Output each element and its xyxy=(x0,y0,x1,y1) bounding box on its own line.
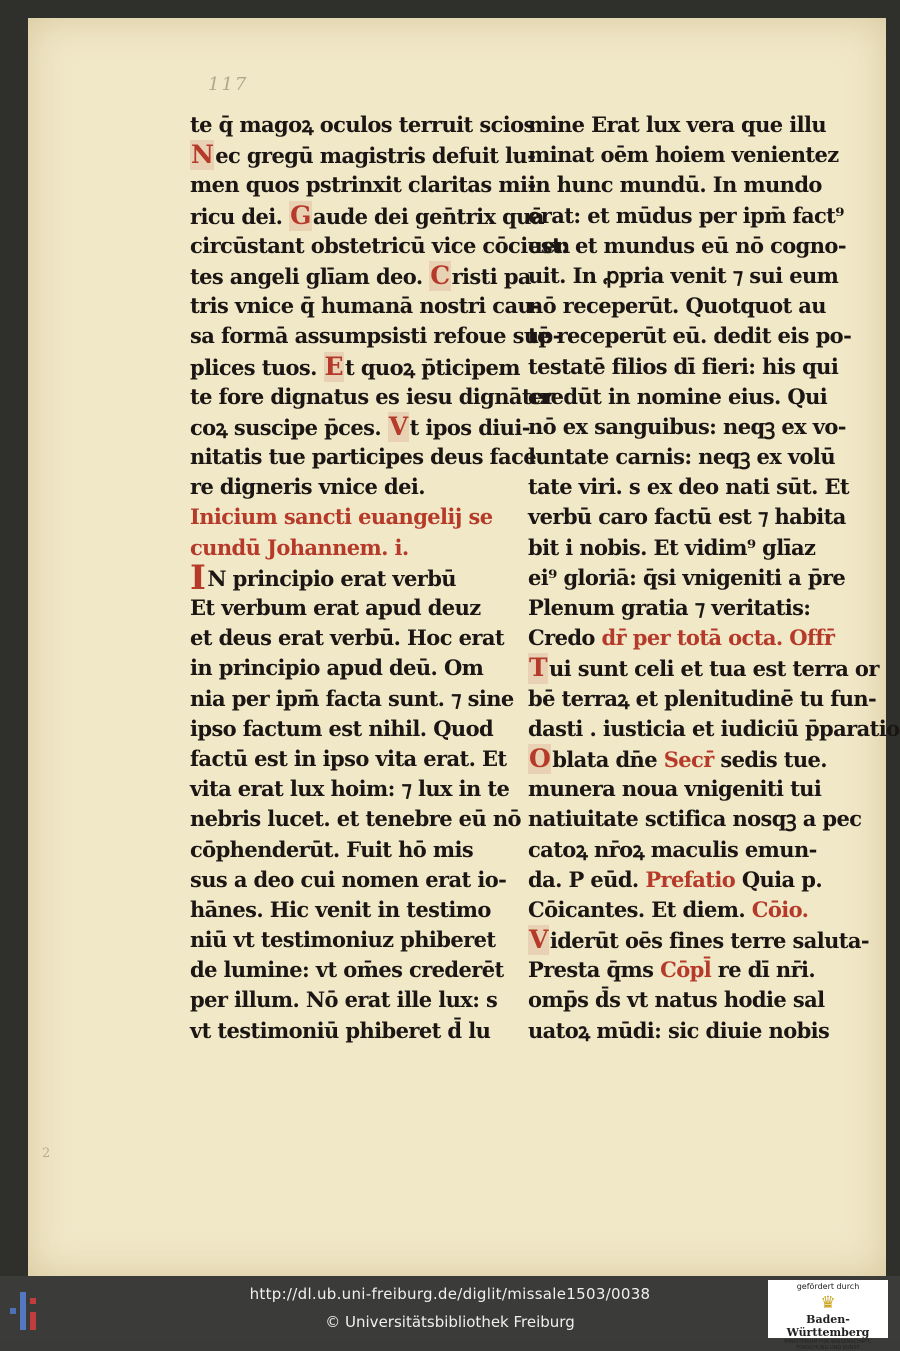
text-segment: tris vnice q̄ humanā nostri cau- xyxy=(190,293,541,319)
text-line xyxy=(528,442,883,472)
text-segment: in principio apud deū. Om xyxy=(190,655,484,681)
text-line xyxy=(190,382,555,412)
text-line xyxy=(528,744,883,774)
sponsor-state: Baden-Württemberg xyxy=(786,1313,870,1339)
text-segment: Credo xyxy=(528,625,602,651)
rubricated-initial: O xyxy=(529,743,551,773)
text-segment: Cōicantes. Et diem. xyxy=(528,896,752,922)
text-segment: iderūt oēs fines terre saluta- xyxy=(549,928,870,954)
text-line xyxy=(528,201,883,231)
text-segment: blata dn̄e xyxy=(552,746,664,772)
text-line xyxy=(190,231,570,261)
text-segment: cōphenderūt. Fuit hō mis xyxy=(190,836,474,862)
text-line xyxy=(528,865,883,895)
text-segment: per illum. Nō erat ille lux: s xyxy=(190,987,498,1013)
text-line xyxy=(190,472,525,502)
text-segment: sus a deo cui nomen erat io- xyxy=(190,866,507,892)
text-segment: erat: et mūdus per ipm̄ fact⁹ xyxy=(528,202,844,228)
text-segment: sedis tue. xyxy=(713,746,828,772)
text-segment: te fore dignatus es iesu dignāter xyxy=(190,383,555,409)
rubricated-initial: T xyxy=(529,653,548,683)
text-line xyxy=(528,412,883,442)
text-line xyxy=(190,291,541,321)
text-segment: te q̄ magoꝝ oculos terruit scios xyxy=(190,112,535,137)
text-segment: de lumine: vt om̄es crederēt xyxy=(190,957,504,983)
text-line xyxy=(190,593,525,623)
text-segment: uit. In ꝓpria venit ⁊ sui eum xyxy=(528,262,839,288)
text-line xyxy=(190,804,525,834)
initial-capital: I xyxy=(190,557,206,598)
text-segment: in hunc mundū. In mundo xyxy=(528,172,822,198)
manuscript-page xyxy=(28,18,900,1276)
rubric-text: Secr̄ xyxy=(663,746,714,772)
text-segment: et deus erat verbū. Hoc erat xyxy=(190,625,504,651)
text-segment: verbū caro factū est ⁊ habita xyxy=(528,504,846,530)
text-segment: mine Erat lux vera que illu xyxy=(528,112,827,137)
text-segment: coꝝ suscipe p̄ces. xyxy=(190,414,388,440)
text-segment: tate viri. s ex deo nati sūt. Et xyxy=(528,474,849,500)
text-segment: tē receperūt eū. dedit eis po- xyxy=(528,323,852,349)
margin-mark: 2 xyxy=(42,1146,51,1161)
rubricated-initial: N xyxy=(191,140,214,170)
text-segment: credūt in nomine eius. Qui xyxy=(528,383,828,409)
text-line xyxy=(190,1016,525,1046)
text-segment: hānes. Hic venit in testimo xyxy=(190,896,491,922)
text-segment: bit i nobis. Et vidim⁹ glīaz xyxy=(528,534,816,560)
text-segment: est: et mundus eū nō cogno- xyxy=(528,232,846,258)
text-line xyxy=(190,502,525,532)
text-line xyxy=(190,895,525,925)
text-line xyxy=(528,140,883,170)
text-segment: natiuitate sctifica nosqꝫ a pec xyxy=(528,806,862,832)
text-line xyxy=(528,533,883,563)
text-line xyxy=(528,382,883,412)
text-segment: nia per ipm̄ facta sunt. ⁊ sine xyxy=(190,685,514,711)
rubric-text: dr̄ per totā octa. Offr̄ xyxy=(601,625,835,651)
text-line xyxy=(190,653,525,683)
text-line xyxy=(528,321,883,351)
text-line xyxy=(528,714,900,744)
text-line xyxy=(528,291,883,321)
text-line xyxy=(190,865,525,895)
text-line xyxy=(528,1016,883,1046)
text-segment: da. P eūd. xyxy=(528,866,646,892)
text-line xyxy=(528,985,883,1015)
text-line xyxy=(190,352,525,382)
rubricated-initial: E xyxy=(324,351,344,381)
text-line xyxy=(528,925,883,955)
text-line xyxy=(190,835,525,865)
rubric-text: Cōio. xyxy=(751,896,809,922)
text-line xyxy=(190,684,525,714)
text-line xyxy=(528,684,883,714)
text-segment: plices tuos. xyxy=(190,354,324,380)
text-segment: luntate carnis: neqꝫ ex volū xyxy=(528,444,835,470)
rubric-text: Prefatio xyxy=(645,866,736,892)
text-segment: nebris lucet. et tenebre eū nō xyxy=(190,806,521,832)
text-line xyxy=(190,110,535,140)
text-line xyxy=(190,170,536,200)
viewer-footer xyxy=(0,1276,900,1351)
text-line xyxy=(528,502,883,532)
text-segment: munera noua vnigeniti tui xyxy=(528,776,822,802)
text-line xyxy=(190,200,544,231)
rubricated-initial: C xyxy=(430,260,450,290)
text-line xyxy=(190,533,525,563)
text-line xyxy=(528,593,883,623)
text-segment: nō receperūt. Quotquot au xyxy=(528,293,826,319)
text-segment: ipso factum est nihil. Quod xyxy=(190,715,494,741)
text-line xyxy=(190,140,536,170)
text-line xyxy=(190,985,525,1015)
text-segment: vt testimoniū phiberet d̄ lu xyxy=(190,1017,491,1043)
text-line xyxy=(528,563,883,593)
text-segment: omp̄s d̄s vt natus hodie sal xyxy=(528,987,825,1013)
text-segment: bē terraꝝ et plenitudinē tu fun- xyxy=(528,685,877,711)
text-line xyxy=(528,623,883,653)
text-line xyxy=(190,623,525,653)
text-line xyxy=(528,261,883,291)
text-segment: tes angeli glīam deo. xyxy=(190,263,430,289)
text-segment: Et verbum erat apud deuz xyxy=(190,595,481,620)
text-column-right xyxy=(528,110,900,1046)
text-line xyxy=(190,411,530,442)
text-segment: ei⁹ gloriā: q̄si vnigeniti a p̄re xyxy=(528,564,846,590)
text-segment: dasti . iusticia et iudiciū p̄paratio xyxy=(528,715,900,741)
sponsor-ministry: MINISTERIUM FÜR WISSENSCHAFT, FORSCHUNG UND KUNST xyxy=(784,1339,872,1351)
text-segment: Quia p. xyxy=(735,866,823,892)
text-segment: minat oēm hoiem venientez xyxy=(528,142,839,168)
text-line xyxy=(190,557,525,598)
text-segment: re dī nr̄i. xyxy=(711,957,816,983)
text-segment: nitatis tue participes deus face xyxy=(190,444,537,470)
coat-of-arms-icon: ♛ xyxy=(820,1293,836,1313)
text-line xyxy=(528,835,883,865)
text-segment: testatē filios dī fieri: his qui xyxy=(528,353,839,379)
text-segment: factū est in ipso vita erat. Et xyxy=(190,745,507,771)
text-line xyxy=(528,955,883,985)
text-line xyxy=(190,744,525,774)
text-line xyxy=(528,653,883,683)
text-segment: t quoꝝ p̄ticipem xyxy=(345,354,520,380)
text-line xyxy=(528,895,883,925)
text-segment: circūstant obstetricū vice cōciuen xyxy=(190,232,570,258)
sponsor-caption: gefördert durch xyxy=(796,1282,860,1291)
text-segment: risti pa xyxy=(451,263,531,289)
text-segment: N principio erat verbū xyxy=(207,565,456,591)
text-segment: Plenum gratia ⁊ veritatis: xyxy=(528,595,811,620)
text-line xyxy=(190,925,525,955)
rubric-text: cundū Johannem. i. xyxy=(190,534,409,560)
text-segment: uatoꝝ mūdi: sic diuie nobis xyxy=(528,1017,830,1043)
text-segment: Presta q̄ms xyxy=(528,957,661,983)
text-segment: men quos pstrinxit claritas mi- xyxy=(190,172,536,198)
text-line xyxy=(528,110,883,140)
text-segment: ui sunt celi et tua est terra or xyxy=(549,656,879,682)
text-line xyxy=(190,321,561,351)
text-segment: vita erat lux hoim: ⁊ lux in te xyxy=(190,776,510,802)
text-segment: ec gregū magistris defuit lu- xyxy=(215,143,536,169)
rubricated-initial: V xyxy=(388,411,408,441)
sponsor-logo xyxy=(768,1280,888,1351)
text-segment: nō ex sanguibus: neqꝫ ex vo- xyxy=(528,413,846,439)
text-line xyxy=(528,472,883,502)
text-line xyxy=(190,955,525,985)
text-line xyxy=(190,442,537,472)
text-line xyxy=(190,774,525,804)
text-line xyxy=(528,774,883,804)
text-line xyxy=(190,714,525,744)
text-segment: ricu dei. xyxy=(190,203,290,229)
text-line xyxy=(190,260,531,291)
text-line xyxy=(528,804,883,834)
rubricated-initial: V xyxy=(529,925,548,955)
text-line xyxy=(528,231,883,261)
rubric-text: Cōpl̄ xyxy=(660,957,712,983)
rubricated-initial: G xyxy=(290,200,311,230)
text-segment: re digneris vnice dei. xyxy=(190,474,425,500)
permalink-url[interactable]: http://dl.ub.uni-freiburg.de/diglit/missale1503/0038 xyxy=(249,1285,651,1303)
rubric-text: Inicium sancti euangelij se xyxy=(190,504,493,530)
text-segment: catoꝝ nr̄oꝝ maculis emun- xyxy=(528,836,817,862)
copyright-notice: © Universitätsbibliothek Freiburg xyxy=(325,1313,575,1331)
text-line xyxy=(528,352,883,382)
text-segment: t ipos diui- xyxy=(409,414,530,440)
folio-number: 117 xyxy=(208,74,249,95)
text-segment: aude dei gen̄trix quā xyxy=(312,203,544,229)
text-line xyxy=(528,170,883,200)
text-segment: sa formā assumpsisti refoue sup- xyxy=(190,323,561,349)
text-segment: niū vt testimoniuz phiberet xyxy=(190,927,496,953)
